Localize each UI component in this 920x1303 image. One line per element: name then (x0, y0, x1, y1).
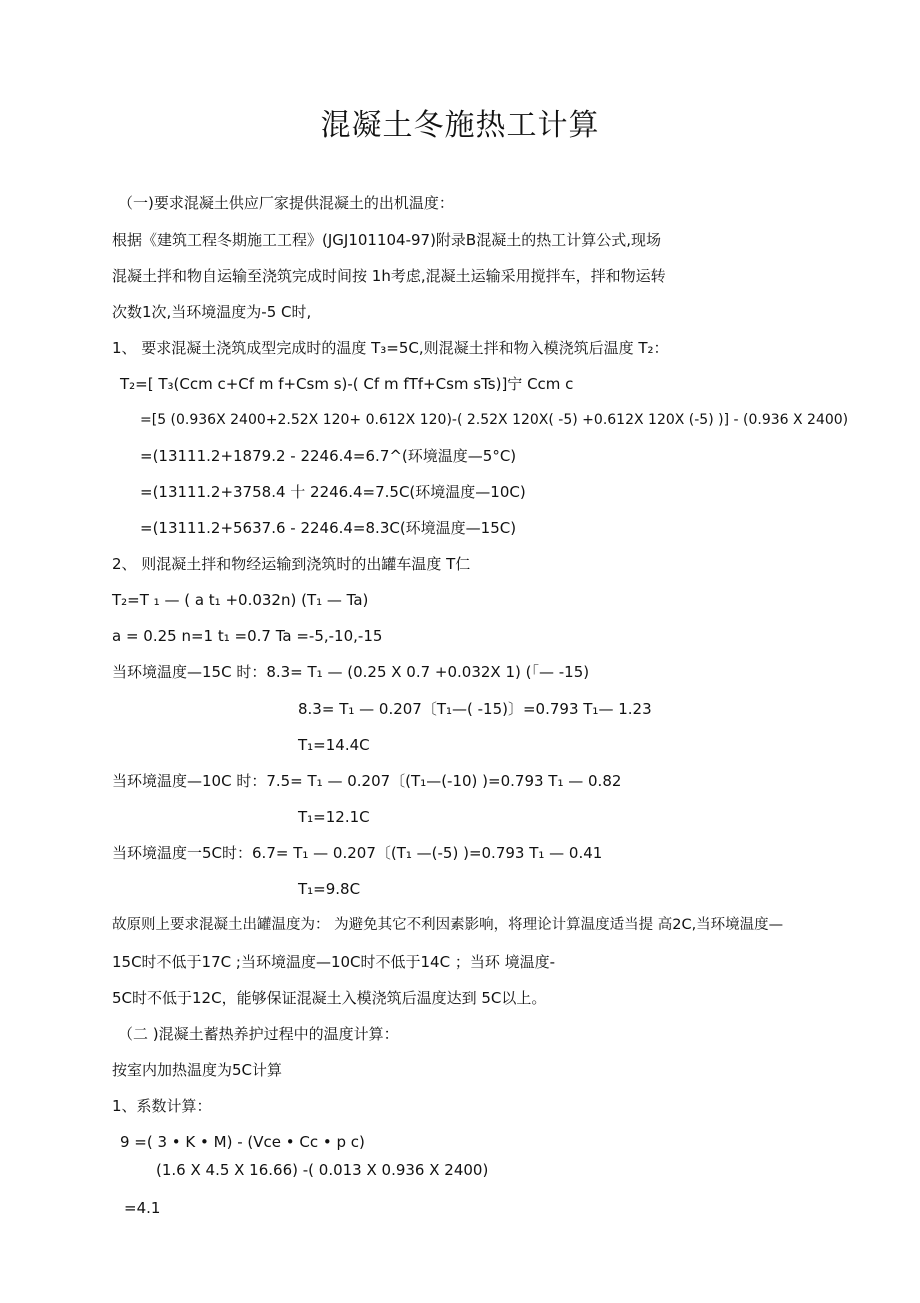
formula-result: T₁=14.4C (298, 736, 370, 754)
item-1-heading: 1、 要求混凝土浇筑成型完成时的温度 T₃=5C,则混凝土拌和物入模浇筑后温度 T₂： (112, 339, 669, 357)
formula-line: 9 =( 3 • K • M) - (Vce • Cc • p c) (120, 1133, 365, 1151)
formula-line: 当环境温度一5C时：6.7= T₁ — 0.207〔(T₁ —(-5) )=0.793 T₁ — 0.41 (112, 844, 603, 862)
formula-line: =(13111.2+1879.2 - 2246.4=6.7^(环境温度—5°C) (140, 447, 517, 465)
formula-line: a = 0.25 n=1 t₁ =0.7 Ta =-5,-10,-15 (112, 627, 383, 645)
formula-line: T₂=[ T₃(Ccm c+Cf m f+Csm s)-( Cf m fTf+Csm sTs)]宁 Ccm c (120, 375, 574, 393)
formula-line: 当环境温度—10C 时：7.5= T₁ — 0.207〔(T₁—(-10) )=0.793 T₁ — 0.82 (112, 772, 622, 790)
formula-result: T₁=12.1C (298, 808, 370, 826)
formula-line: 当环境温度—15C 时：8.3= T₁ — (0.25 X 0.7 +0.032X 1) (「— -15) (112, 663, 590, 681)
paragraph-line: 故原则上要求混凝土出罐温度为： 为避免其它不利因素影响，将理论计算温度适当提 高2C,当环境温度— (112, 917, 784, 933)
formula-line: =[5 (0.936X 2400+2.52X 120+ 0.612X 120)-( 2.52X 120X( -5) +0.612X 120X (-5) )] - (0.936 X 2400) (140, 412, 849, 428)
formula-line: =(13111.2+5637.6 - 2246.4=8.3C(环境温度—15C) (140, 519, 517, 537)
paragraph-line: 5C时不低于12C，能够保证混凝土入模浇筑后温度达到 5C以上。 (112, 989, 547, 1007)
item-2-heading: 2、 则混凝土拌和物经运输到浇筑时的出罐车温度 T仁 (112, 555, 471, 573)
paragraph-line: 15C时不低于17C ;当环境温度—10C时不低于14C ；当环 境温度- (112, 953, 556, 971)
formula-line: T₂=T ₁ — ( a t₁ +0.032n) (T₁ — Ta) (112, 591, 369, 609)
item-1-heading: 1、系数计算： (112, 1097, 212, 1115)
section-1-heading: （一)要求混凝土供应厂家提供混凝土的出机温度： (118, 194, 454, 212)
paragraph-line: 次数1次,当环境温度为-5 C时, (112, 303, 312, 321)
paragraph-line: 按室内加热温度为5C计算 (112, 1061, 283, 1079)
paragraph-line: 混凝土拌和物自运输至浇筑完成时间按 1h考虑,混凝土运输采用搅拌车，拌和物运转 (112, 267, 666, 285)
section-2-heading: （二 )混凝土蓄热养护过程中的温度计算： (118, 1025, 399, 1043)
formula-result: T₁=9.8C (298, 880, 361, 898)
formula-line: =(13111.2+3758.4 十 2246.4=7.5C(环境温度—10C) (140, 483, 526, 501)
formula-line: 8.3= T₁ — 0.207〔T₁—( -15)〕=0.793 T₁— 1.23 (298, 700, 652, 718)
page-title: 混凝土冬施热工计算 (320, 108, 600, 143)
formula-line: (1.6 X 4.5 X 16.66) -( 0.013 X 0.936 X 2400) (156, 1161, 489, 1179)
paragraph-line: 根据《建筑工程冬期施工工程》(JGJ101104-97)附录B混凝土的热工计算公式,现场 (112, 231, 661, 249)
formula-result: =4.1 (124, 1199, 161, 1217)
